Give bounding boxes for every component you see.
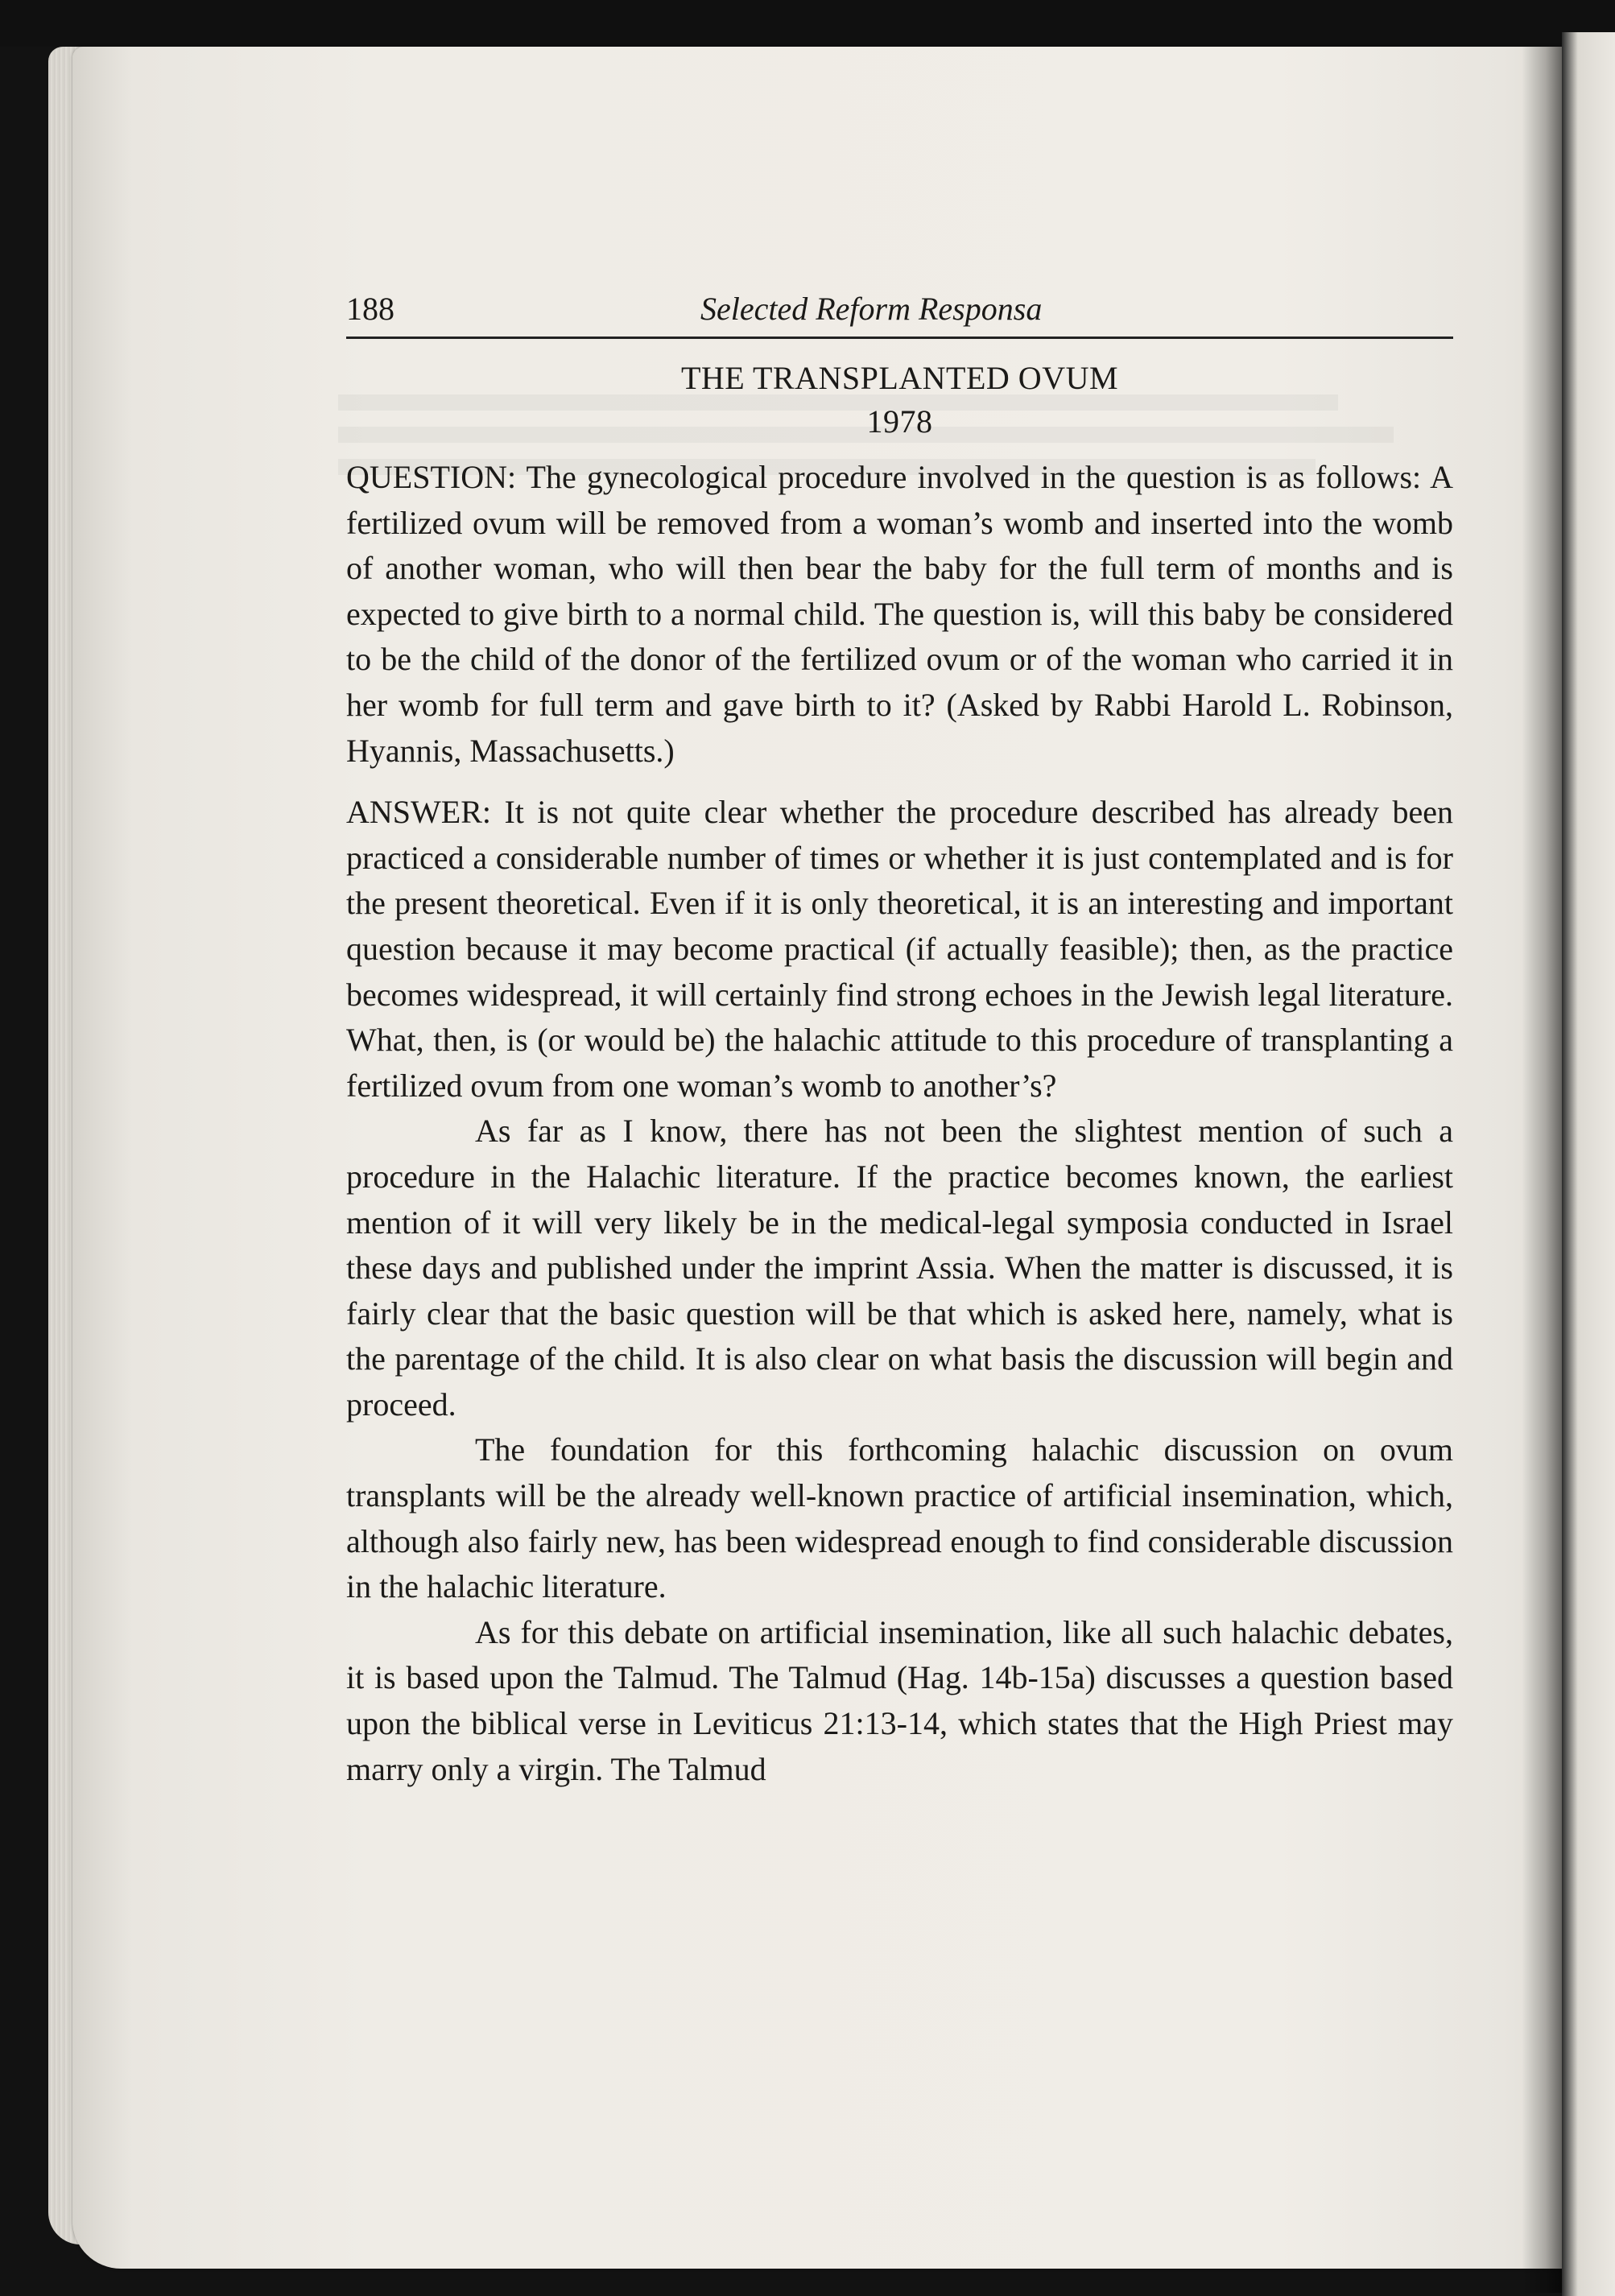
body-paragraph: The foundation for this forthcoming halachic discussion on ovum transplants will be the already well-known practice of artificial insemination, which, although also fairly new, has been widespread enough to find considerable discussion in the halachic literature.	[346, 1431, 1453, 1605]
facing-page-edge	[1562, 32, 1615, 2296]
running-head: Selected Reform Responsa	[700, 291, 1043, 327]
page-number: 188	[346, 291, 394, 327]
answer-paragraph: ANSWER: It is not quite clear whether the procedure described has already been practiced a considerable number of times or whether it is just contemplated and is for the present theoretical. Even if it is only theoretical, it is an interesting and important question because it may become practical (if actually feasible); then, as the practice becomes widespread, it will certainly find strong echoes in the Jewish legal literature. What, then, is (or would be) the halachic attitude to this procedure of transplanting a fertilized ovum from one woman’s womb to another’s?	[346, 794, 1453, 1104]
body-paragraph: As for this debate on artificial insemination, like all such halachic debates, it is based upon the Talmud. The Talmud (Hag. 14b-15a) discusses a question based upon the biblical verse in Leviticus 21:13-14, which states that the High Priest may marry only a virgin. The Talmud	[346, 1613, 1453, 1787]
page-header	[346, 290, 1453, 339]
body-paragraph: As far as I know, there has not been the slightest mention of such a procedure in the Halachic literature. If the practice becomes known, the earliest mention of it will very likely be in the medical-legal symposia conducted in Israel these days and published under the imprint Assia. When the matter is discussed, it is fairly clear that the basic question will be that which is asked here, namely, what is the parentage of the child. It is also clear on what basis the discussion will begin and proceed.	[346, 1113, 1453, 1423]
responsum-year: 1978	[866, 403, 933, 440]
page-content	[346, 290, 1453, 1792]
responsum-title-block	[346, 357, 1453, 444]
question-paragraph: QUESTION: The gynecological procedure involved in the question is as follows: A fertilized ovum will be removed from a woman’s womb and inserted into the womb of another woman, who will then bear the baby for the full term of months and is expected to give birth to a normal child. The question is, will this baby be considered to be the child of the donor of the fertilized ovum or of the woman who carried it in her womb for full term and gave birth to it? (Asked by Rabbi Harold L. Robinson, Hyannis, Massachusetts.)	[346, 459, 1453, 769]
body-text	[346, 455, 1453, 1792]
binding-gutter-shadow	[1522, 47, 1562, 2293]
scan-background-top	[0, 0, 1615, 47]
responsum-title: THE TRANSPLANTED OVUM	[680, 360, 1119, 396]
